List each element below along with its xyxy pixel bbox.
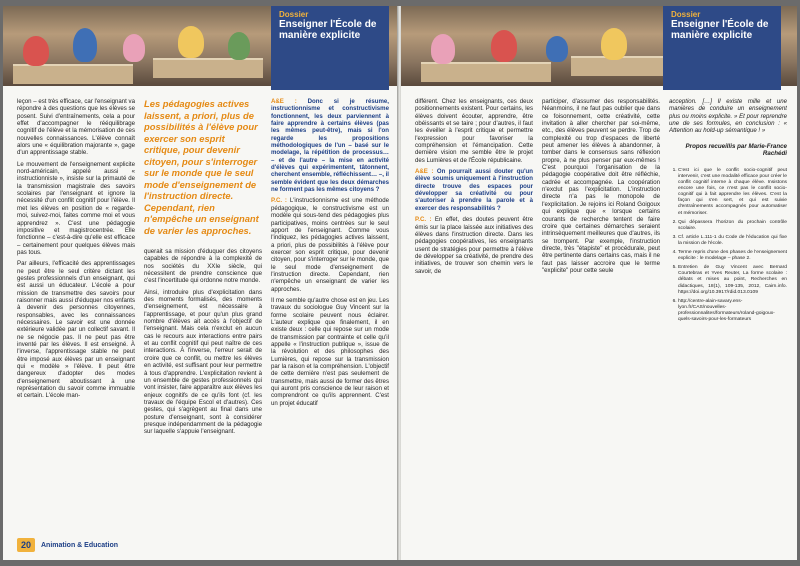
dossier-title: Enseigner l'École de manière explicite [671,19,769,41]
desk [421,62,551,82]
interview-answer [271,197,389,292]
pull-quote: Les pédagogies actives laissent, a priori, plus de possibilités à l'élève pour exercer son esprit critique, pour devenir citoyen, pour s'interroger sur le monde que le seul mode d'enseignement de l'instruction directe. Cependant, rien n'empêche un enseignant de varier les approches. [144,98,259,236]
interview-question [415,168,533,212]
dossier-kicker: Dossier [279,10,309,19]
dossier-kicker: Dossier [671,10,701,19]
left-footer [17,538,118,552]
page-number: 20 [17,538,35,552]
student-figure [228,32,250,60]
right-columns [415,98,787,530]
student-figure [546,36,568,62]
paragraph: Ainsi, introduire plus d'explicitation dans des moments formalisés, des moments d'enseignement, est nécessaire à l'apprentissage, et pour qu'un plus grand nombre d'élèves ait accès à l'objectif de l'enseignant. Mais cela n'exclut en aucun cas le recours aux interactions entre pairs et au conflit cognitif qui peut naître de ces interactions. À l'inverse, l'erreur serait de croire que ce conflit, ou mettre les élèves en activité, est suffisant pour leur permettre à tous d'apprendre. L'explicitation revient à un ensemble de gestes professionnels qui vont insister, faire apparaître aux élèves les enjeux cognitifs de ce qu'ils font (cf. les travaux de l'équipe Escol et d'autres). Ces gestes, qui s'agrègent au final dans une posture d'enseignant, sont à considérer presque indépendamment de la pédagogie sur laquelle s'appuie l'enseignant. [144,288,262,436]
speaker-label: P.C. : [415,216,432,224]
answer-text: L'instructionnisme est une méthode pédagogique, le constructivisme est un modèle qui sous-tend des pédagogies plus participatives, moins centrées sur le seul apport de l'enseignant. Comme vous l'indiquez, les pédagogies actives laissent, a priori, plus de possibilités à l'élève pour exercer son esprit critique, pour devenir citoyen, pour s'interroger sur le monde, que le seul mode d'enseignement de l'instruction directe. Cependant, rien n'empêche un enseignant de varier les approches. [271,197,389,293]
footnote-link[interactable]: 6. http://centre-alain-savary.ens-lyon.fr/CAS/nouvelles-professionnalites/formateurs/roland-goigoux-quels-savoirs-pour-les-formateurs [678,299,787,323]
student-figure [491,30,517,62]
dossier-banner [663,6,781,90]
left-column-3 [271,98,389,530]
question-text: On pourrait aussi douter qu'un élève soumis uniquement à l'instruction directe trouve des espaces pour développer sa créativité ou pour s'autoriser à prendre la parole et à exercer des responsabilités ? [415,168,533,212]
interview-answer [415,216,533,275]
right-column-1 [415,98,533,530]
paragraph: différent. Chez les enseignants, ces deux positionnements existent. Pour certains, les élèves doivent écouter, apprendre, être obéissants et se taire ; pour d'autres, il faut les éveiller à l'esprit critique et permettre l'expression pour favoriser la compréhension et l'émancipation. Cette dernière vision me semble être le projet des Lumières et de l'École républicaine. [415,98,533,164]
left-columns [17,98,389,530]
left-column-2 [144,98,262,530]
left-column-1 [17,98,135,530]
paragraph: Il me semble qu'autre chose est en jeu. Les travaux du sociologue Guy Vincent sur la forme scolaire peuvent nous éclairer. L'auteur explique que finalement, il en existe deux : celle qui repose sur un mode de transmission par contrainte et celle qu'il appelle « l'instruction publique », issue de la révolution et des philosophes des Lumières, qui repose sur la transmission par la raison et la compréhension. L'objectif de cette dernière n'est pas seulement de transmettre, mais aussi de former des êtres qui auront pris conscience de leur raison et comprendront ce qu'ils apprennent. C'est un projet éducatif [271,296,389,407]
right-column-2 [542,98,660,530]
student-figure [73,28,97,62]
left-page [3,6,399,560]
dossier-title: Enseigner l'École de manière explicite [279,19,377,41]
paragraph: querait sa mission d'éduquer des citoyens capables de répondre à la complexité de nos sociétés du XXIe siècle, qui nécessitent de prendre conscience que c'est l'incertitude qui ordonne notre monde. [144,248,262,285]
footnotes [669,168,787,323]
paragraph: Le mouvement de l'enseignement explicite nord-américain, appelé aussi « instructionniste », insiste sur la primauté de la transmission magistrale des savoirs scolaires par l'enseignant et ignore la nécessité d'un conflit cognitif pour l'élève. Il met les élèves en position de « regarde-moi, suivez-moi, faites comme moi et vous apprendrez ». C'est une pédagogie impositive et magistrocentrée. Elle fonctionne – c'est-à-dire qu'elle est efficace – certainement pour quelques élèves mais pas tous. [17,160,135,256]
student-figure [431,34,455,64]
footnote: 4. Terme repris d'une des phases de l'enseignement explicite : le modelage – phase 2. [678,250,787,262]
footnote: 3. Cf. article L.111-1 du Code de l'éducation qui fixe la mission de l'école. [678,235,787,247]
desk [153,58,263,78]
speaker-label: P.C. : [271,197,287,205]
student-figure [23,36,49,66]
speaker-label: A&E : [271,98,297,105]
speaker-label: A&E : [415,168,434,176]
student-figure [178,26,204,58]
interview-question [271,98,389,193]
footnote: 2. Qui dépassera l'horizon du prochain contrôle scolaire. [678,220,787,232]
desk [571,56,671,76]
footnote: 1. C'est ici que le conflit socio-cognitif peut intervenir, c'est une modalité efficace pour créer le conflit cognitif interne à chaque élève. Insistons encore une fois, ce n'est pas le conflit socio-cognitif qui à fait apprendre les élèves. C'est la façon qui s'en sert, et qui est suivie d'entraînements accompagnés pour automatiser et mémoriser. [678,168,787,217]
magazine-name: Animation & Education [41,541,118,549]
answer-text: En effet, des doutes peuvent être émis sur la place laissée aux initiatives des élèves dans l'instruction directe. Dans les pédagogies coopératives, les enseignants usent de stratégies pour permettre à l'élève de développer sa créativité, de prendre des initiatives, de trouver son chemin vers le savoir, de [415,216,533,275]
question-text: Donc si je résume, instructionnisme et constructivisme fonctionnent, les deux parviennent à faire apprendre à certains élèves (pas les mêmes peut-être), mais si l'on regarde les propositions méthodologiques de l'un – basé sur le modelage, la répétition de processus… – et de l'autre – la mise en activité d'élèves qui expérimentent, tâtonnent, cherchent ensemble, réfléchissent… –, il semble évident que les deux démarches ne forment pas les mêmes citoyens ? [271,98,389,194]
right-page [401,6,797,560]
desk [13,64,133,84]
dossier-banner [271,6,389,90]
paragraph: acception. […] Il existe mille et une manières de conduire un enseignement plus ou moins explicite. » Et pour reprendre une de ses formules, en conclusion : « Attention au hold-up sémantique ! » [669,98,787,135]
student-figure [601,28,627,60]
paragraph: participer, d'assumer des responsabilités. Néanmoins, il ne faut pas oublier que dans ce foisonnement, cette créativité, cette invitation à aller chercher par soi-même, etc., des élèves peuvent se perdre. Trop de complexité ou trop d'espaces de liberté peut amener les élèves à abandonner, à tomber dans le consensus sans réflexion propre, à ne plus penser par eux-mêmes ! C'est pourquoi l'organisation de la pédagogie coopérative doit être réfléchie, cadrée et accompagnée. La coopération n'exclut pas l'explicitation. L'instruction directe n'a pas le monopole de l'explicitation. Je rejoins ici Roland Goigoux qui explique que « lorsque certains courants de recherche tentent de faire croire que certaines démarches seraient intrinsèquement meilleures que d'autres, ils se trompent. Par exemple, l'instruction directe, très "étapiste" et procédurale, peut être pertinente dans certains cas, mais il ne faut pas laisser accroire que le terme "explicite" pour cette seule [542,98,660,274]
right-column-3 [669,98,787,530]
footnote: 5. Entretien de Guy Vincent avec Bernard Courtebras et Yves Reuter, La forme scolaire : débats et mises au point, Recherches en didactiques, 18(1), 109-135, 2012, Cairn.info. https://doi.org/10.3917/rdid.013.0109 [678,265,787,295]
student-figure [123,34,145,62]
paragraph: Par ailleurs, l'efficacité des apprentissages ne peut être le seul critère dictant les gestes professionnels d'un enseignant, qui est aussi un éducateur. L'école a pour mission de transmettre des savoirs pour raisonner mais aussi d'éduquer nos enfants à devenir des personnes citoyennes, responsables, avec les connaissances nécessaires. Le savoir est une donnée extérieure validée par un collectif savant. Il ne se négocie pas. Il ne peut pas être inventé par les élèves. Il est enseigné. À l'inverse, l'apprentissage stable ne peut être imposé aux élèves par un enseignant qui « modèle » l'élève. Il peut être dangereux d'adopter des modes d'enseignement aboutissant à une représentation du savoir comme immuable et certain. L'école man- [17,260,135,400]
interview-credit: Propos recueillis par Marie-France Rachédi [685,142,787,158]
paragraph: leçon – est très efficace, car l'enseignant va répondre à des questions que les élèves se posent. Suivi d'entraînements, cela a pour effet d'accompagner le rééquilibrage cognitif de l'élève et la mémorisation de ces nouvelles connaissances. L'élève connaît alors une « équilibration majorante », gage d'un apprentissage stable. [17,98,135,157]
